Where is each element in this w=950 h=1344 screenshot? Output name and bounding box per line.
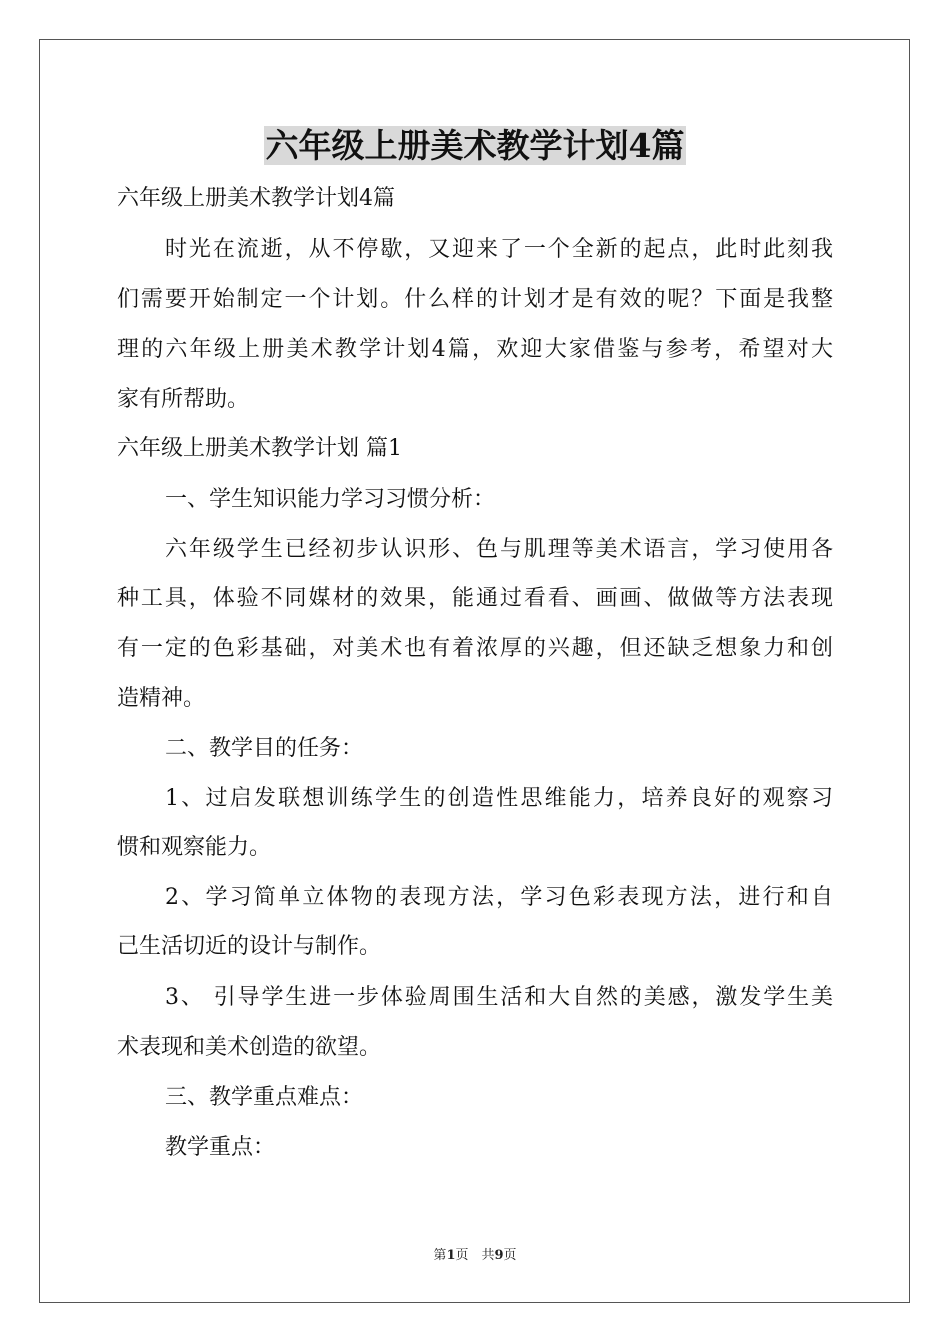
analysis-line-4: 造精神。 <box>117 686 206 711</box>
page-border <box>39 39 910 1303</box>
intro-line-2: 们需要开始制定一个计划。什么样的计划才是有效的呢？下面是我整 <box>117 287 833 312</box>
key-points-label: 教学重点： <box>165 1135 276 1160</box>
heading-key-points: 三、教学重点难点： <box>165 1085 364 1110</box>
goal-1-line-1: 1、过启发联想训练学生的创造性思维能力，培养良好的观察习 <box>165 786 833 811</box>
heading-teaching-goals: 二、教学目的任务： <box>165 736 364 761</box>
footer-mid: 页 共 <box>455 1248 495 1263</box>
analysis-line-1: 六年级学生已经初步认识形、色与肌理等美术语言，学习使用各 <box>165 537 833 562</box>
heading-student-analysis: 一、学生知识能力学习习惯分析： <box>165 487 496 512</box>
goal-1-line-2: 惯和观察能力。 <box>117 835 272 860</box>
footer-prefix: 第 <box>433 1248 447 1263</box>
intro-line-3: 理的六年级上册美术教学计划4篇，欢迎大家借鉴与参考，希望对大 <box>117 337 833 362</box>
goal-3-line-1: 3、 引导学生进一步体验周围生活和大自然的美感，激发学生美 <box>165 985 833 1010</box>
footer-total-pages: 9 <box>494 1248 504 1263</box>
goal-2-line-1: 2、学习简单立体物的表现方法，学习色彩表现方法，进行和自 <box>165 885 833 910</box>
intro-line-1: 时光在流逝，从不停歇，又迎来了一个全新的起点，此时此刻我 <box>165 237 833 262</box>
subtitle-line: 六年级上册美术教学计划4篇 <box>117 186 395 211</box>
document-title-text: 六年级上册美术教学计划4篇 <box>265 126 685 165</box>
analysis-line-2: 种工具，体验不同媒材的效果，能通过看看、画画、做做等方法表现 <box>117 586 833 611</box>
goal-2-line-2: 己生活切近的设计与制作。 <box>117 934 382 959</box>
footer-suffix: 页 <box>503 1248 517 1263</box>
goal-3-line-2: 术表现和美术创造的欲望。 <box>117 1035 382 1060</box>
document-title <box>0 124 950 168</box>
footer-current-page: 1 <box>446 1248 456 1263</box>
analysis-line-3: 有一定的色彩基础，对美术也有着浓厚的兴趣，但还缺乏想象力和创 <box>117 636 833 661</box>
intro-line-4: 家有所帮助。 <box>117 387 250 412</box>
page-footer <box>0 1247 950 1265</box>
section-heading-part1: 六年级上册美术教学计划 篇1 <box>117 436 402 461</box>
